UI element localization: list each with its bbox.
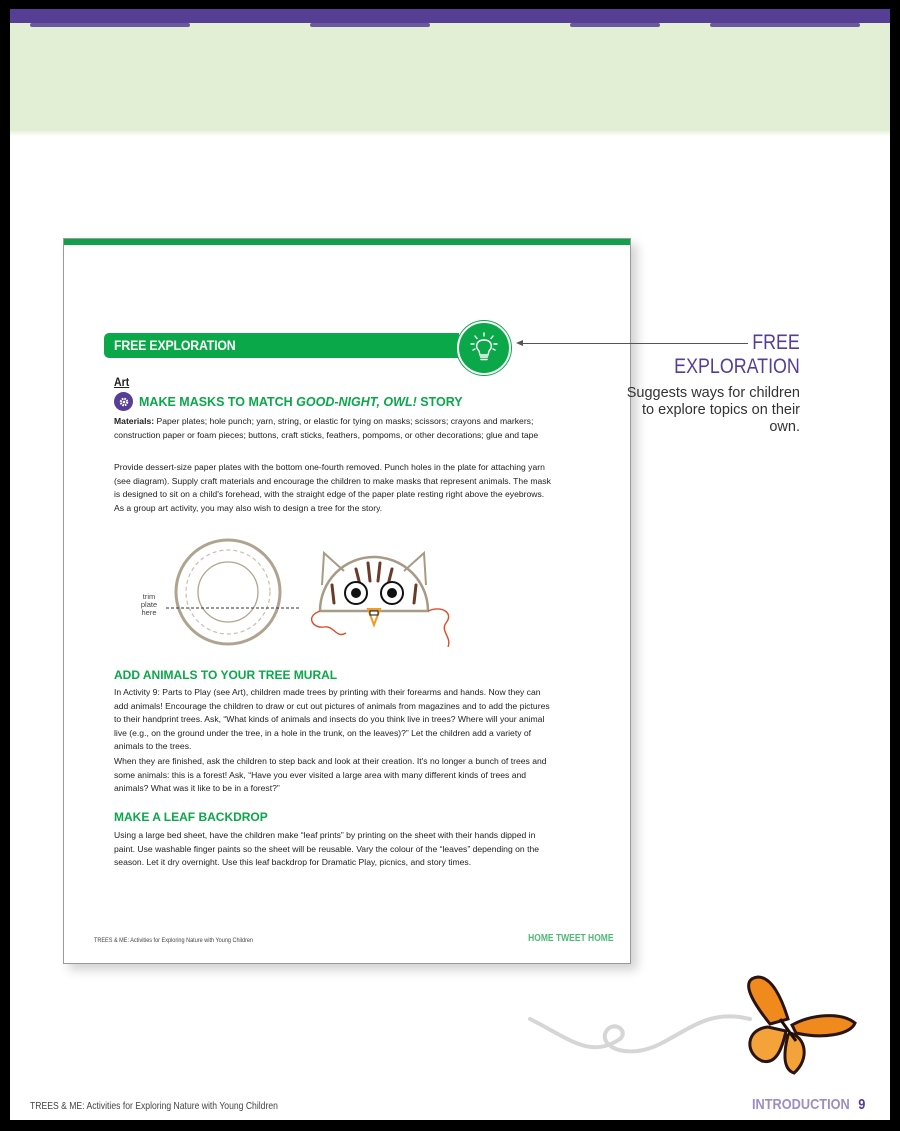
section-banner	[104, 333, 459, 358]
activity-heading-mural: ADD ANIMALS TO YOUR TREE MURAL	[114, 668, 338, 682]
band-fade	[10, 130, 890, 136]
materials-text: Materials: Paper plates; hole punch; yarn, string, or elastic for tying on masks; scissors; crayons and markers; construction paper or foam pieces; buttons, craft sticks, feathers, pompoms, or other decorations; glue and tape	[114, 416, 539, 440]
brush-stroke	[30, 23, 190, 27]
mask-diagram	[124, 529, 524, 649]
page	[10, 9, 890, 1120]
activity-heading-masks	[114, 392, 463, 411]
section-banner-label: FREE EXPLORATION	[114, 337, 236, 353]
mural-paragraph-2: When they are finished, ask the children to step back and look at their creation. It's no longer a bunch of trees and some animals: this is a forest! Ask, “Have you ever visited a large area with many different kinds of trees and animals? What was it like to be in a forest?”	[114, 756, 547, 793]
purple-stripe	[10, 9, 890, 23]
masks-paragraph: Provide dessert-size paper plates with the bottom one-fourth removed. Punch holes in the plate for attaching yarn (see diagram). Supply craft materials and encourage the children to make masks that represent animals. The mask is designed to sit on a child's forehead, with the straight edge of the paper plate resting right above the eyebrows. As a group art activity, you may also wish to design a tree for the story.	[114, 462, 551, 513]
lightbulb-icon	[468, 331, 500, 365]
footer-section	[752, 1096, 865, 1113]
mural-paragraph-1: In Activity 9: Parts to Play (see Art), children made trees by printing with their forearms and hands. Now they can add animals! Encourage the children to draw or cut out pictures of animals from magazines and to add the pictures to their handprint trees. Ask, “What kinds of animals and insects do you think live in trees? Where will your animal live (e.g., on the ground under the tree, in a hole in the trunk, on the leaves)?” Let the children add a variety of animals to the trees.	[114, 687, 550, 751]
inner-footer-section: HOME TWEET HOME	[528, 933, 614, 944]
activity-heading-backdrop: MAKE A LEAF BACKDROP	[114, 810, 268, 824]
page-number: 9	[857, 1096, 865, 1113]
trim-label: trim plate here	[140, 592, 158, 617]
butterfly-icon	[510, 969, 870, 1079]
sample-page	[63, 238, 631, 964]
backdrop-paragraph: Using a large bed sheet, have the children make “leaf prints” by printing on the sheet with their hands dipped in paint. Use washable finger paints so the sheet will be reusable. Vary the colour of the “leaves” depending on the season. Let it dry overnight. Use this leaf backdrop for Dramatic Play, picnics, and story times.	[114, 830, 540, 867]
brush-stroke	[710, 23, 860, 27]
brush-stroke	[310, 23, 430, 27]
callout-description: Suggests ways for children to explore topics on their own.	[626, 385, 800, 435]
inner-footer-title: TREES & ME: Activities for Exploring Nature with Young Children	[94, 937, 254, 944]
footer-section-label: INTRODUCTION	[751, 1096, 850, 1113]
callout-title: FREE EXPLORATION	[674, 331, 800, 378]
header-band	[10, 9, 890, 136]
lightbulb-badge	[457, 321, 511, 375]
footer-book-title: TREES & ME: Activities for Exploring Nature with Young Children	[30, 1100, 278, 1112]
paper-plate-illustration	[124, 529, 524, 649]
green-brush-top	[64, 239, 630, 245]
activity-title: MAKE MASKS TO MATCH GOOD-NIGHT, OWL! STORY	[139, 394, 463, 409]
gear-icon	[114, 392, 133, 411]
subsection-heading: Art	[114, 375, 130, 389]
brush-stroke	[570, 23, 660, 27]
